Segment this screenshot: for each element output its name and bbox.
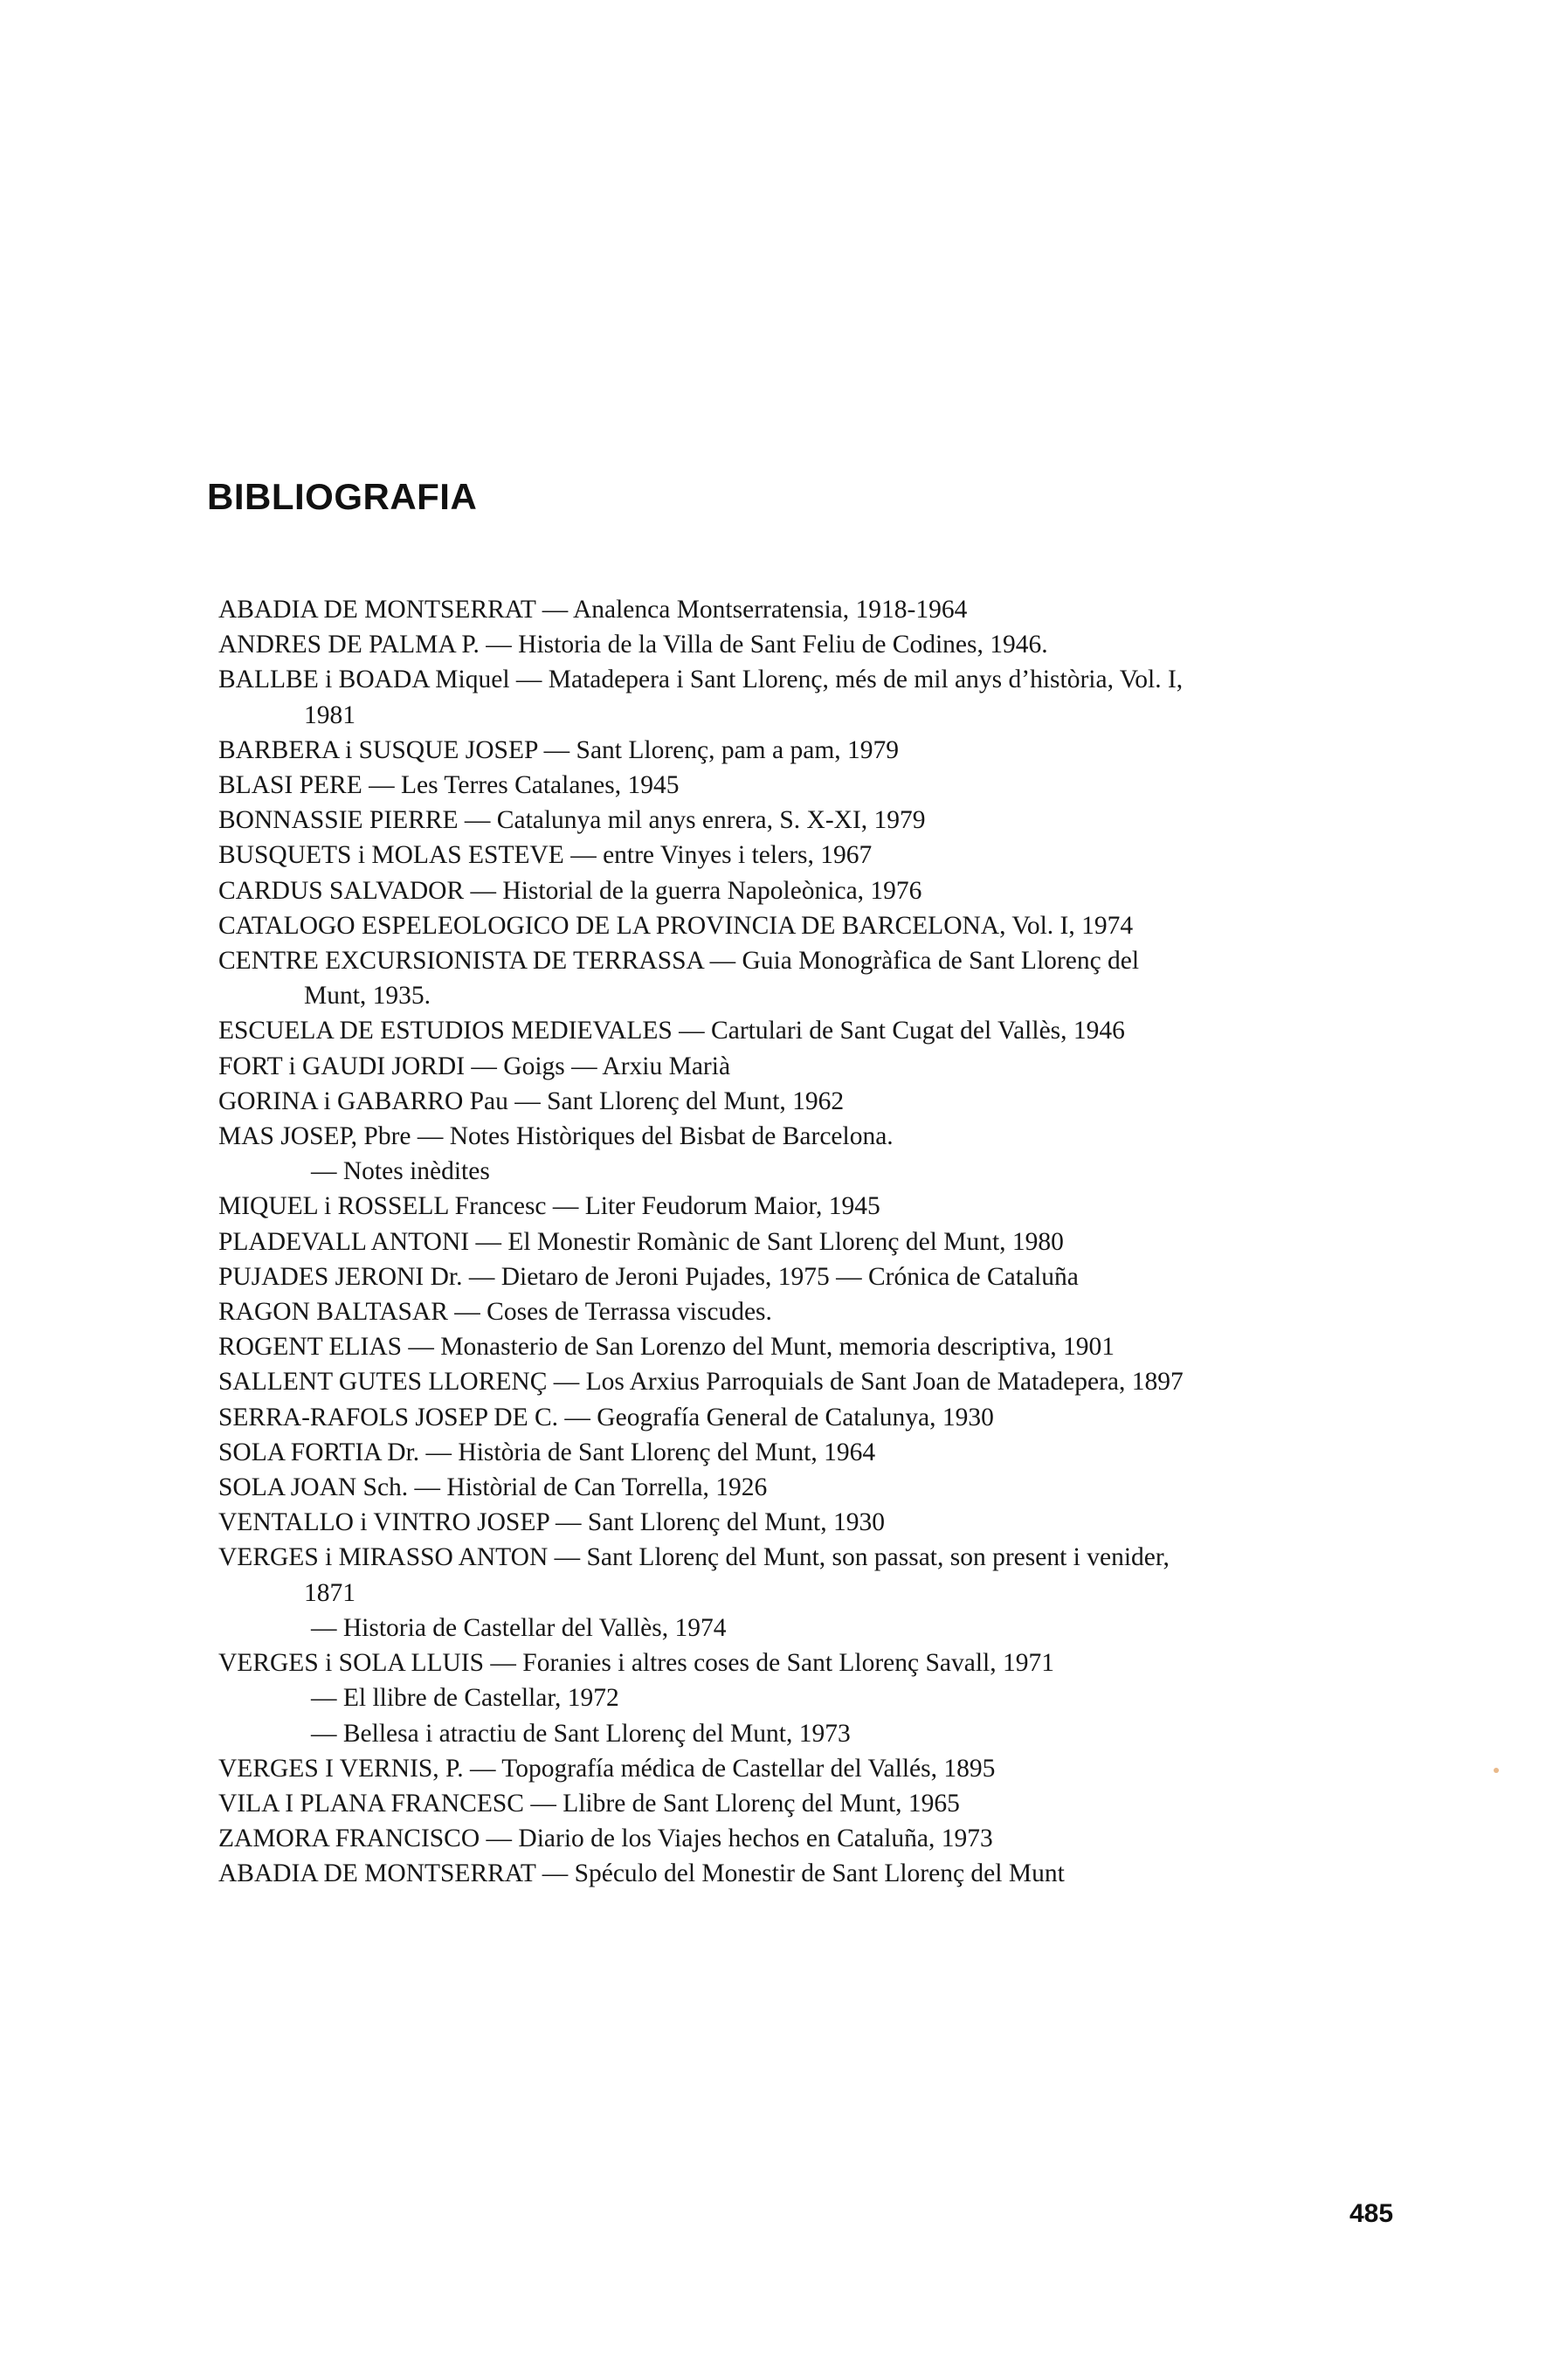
bibliography-entry: CENTRE EXCURSIONISTA DE TERRASSA — Guia Monogràfica de Sant Llorenç del [218,947,1140,976]
bibliography-entry: SALLENT GUTES LLORENÇ — Los Arxius Parroquials de Sant Joan de Matadepera, 1897 [218,1368,1184,1397]
bibliography-entry: VERGES I VERNIS, P. — Topografía médica de Castellar del Vallés, 1895 [218,1754,996,1783]
bibliography-entry: PUJADES JERONI Dr. — Dietaro de Jeroni Pujades, 1975 — Crónica de Cataluña [218,1262,1079,1291]
bibliography-entry: RAGON BALTASAR — Coses de Terrassa viscudes. [218,1298,772,1327]
bibliography-entry: VERGES i MIRASSO ANTON — Sant Llorenç del Munt, son passat, son present i venider, [218,1543,1170,1572]
paper-speck [1494,1768,1499,1773]
bibliography-subentry: — El llibre de Castellar, 1972 [311,1684,619,1713]
bibliography-entry: ANDRES DE PALMA P. — Historia de la Villa de Sant Feliu de Codines, 1946. [218,631,1048,659]
bibliography-entry: VERGES i SOLA LLUIS — Foranies i altres coses de Sant Llorenç Savall, 1971 [218,1649,1054,1678]
bibliography-entry: ABADIA DE MONTSERRAT — Analenca Montserratensia, 1918-1964 [218,596,968,624]
bibliography-entry: ABADIA DE MONTSERRAT — Spéculo del Monestir de Sant Llorenç del Munt [218,1859,1065,1888]
bibliography-entry: MIQUEL i ROSSELL Francesc — Liter Feudorum Maior, 1945 [218,1192,880,1221]
bibliography-entry: SERRA-RAFOLS JOSEP DE C. — Geografía General de Catalunya, 1930 [218,1403,994,1431]
bibliography-entry: SOLA JOAN Sch. — Històrial de Can Torrella, 1926 [218,1473,768,1502]
bibliography-entry: MAS JOSEP, Pbre — Notes Històriques del Bisbat de Barcelona. [218,1122,894,1151]
bibliography-entry: GORINA i GABARRO Pau — Sant Llorenç del Munt, 1962 [218,1087,845,1115]
bibliography-entry: PLADEVALL ANTONI — El Monestir Romànic de Sant Llorenç del Munt, 1980 [218,1227,1064,1256]
bibliography-entry: BUSQUETS i MOLAS ESTEVE — entre Vinyes i telers, 1967 [218,841,873,870]
bibliography-entry-continuation: 1871 [304,1578,355,1607]
bibliography-entry: BONNASSIE PIERRE — Catalunya mil anys enrera, S. X-XI, 1979 [218,806,926,835]
page-number: 485 [1349,2199,1394,2228]
bibliography-entry: ESCUELA DE ESTUDIOS MEDIEVALES — Cartulari de Sant Cugat del Vallès, 1946 [218,1017,1125,1045]
bibliography-subentry: — Bellesa i atractiu de Sant Llorenç del Munt, 1973 [311,1719,851,1748]
bibliography-entry: ROGENT ELIAS — Monasterio de San Lorenzo del Munt, memoria descriptiva, 1901 [218,1333,1115,1362]
bibliography-subentry: — Notes inèdites [311,1157,490,1186]
bibliography-entry: VENTALLO i VINTRO JOSEP — Sant Llorenç del Munt, 1930 [218,1508,885,1537]
bibliography-entry: BALLBE i BOADA Miquel — Matadepera i Sant Llorenç, més de mil anys d’història, Vol. I, [218,666,1184,694]
page-heading: BIBLIOGRAFIA [207,476,478,517]
bibliography-entry-continuation: 1981 [304,700,355,729]
bibliography-entry-continuation: Munt, 1935. [304,982,431,1011]
bibliography-list [218,592,1389,1892]
bibliography-entry: CATALOGO ESPELEOLOGICO DE LA PROVINCIA DE BARCELONA, Vol. I, 1974 [218,911,1134,940]
bibliography-entry: CARDUS SALVADOR — Historial de la guerra Napoleònica, 1976 [218,876,922,905]
bibliography-subentry: — Historia de Castellar del Vallès, 1974 [311,1613,727,1642]
bibliography-entry: FORT i GAUDI JORDI — Goigs — Arxiu Marià [218,1052,731,1080]
bibliography-entry: VILA I PLANA FRANCESC — Llibre de Sant Llorenç del Munt, 1965 [218,1789,960,1818]
bibliography-entry: ZAMORA FRANCISCO — Diario de los Viajes hechos en Cataluña, 1973 [218,1825,993,1853]
bibliography-entry: BARBERA i SUSQUE JOSEP — Sant Llorenç, pam a pam, 1979 [218,735,900,764]
bibliography-entry: BLASI PERE — Les Terres Catalanes, 1945 [218,771,680,800]
bibliography-entry: SOLA FORTIA Dr. — Història de Sant Llorenç del Munt, 1964 [218,1438,876,1466]
